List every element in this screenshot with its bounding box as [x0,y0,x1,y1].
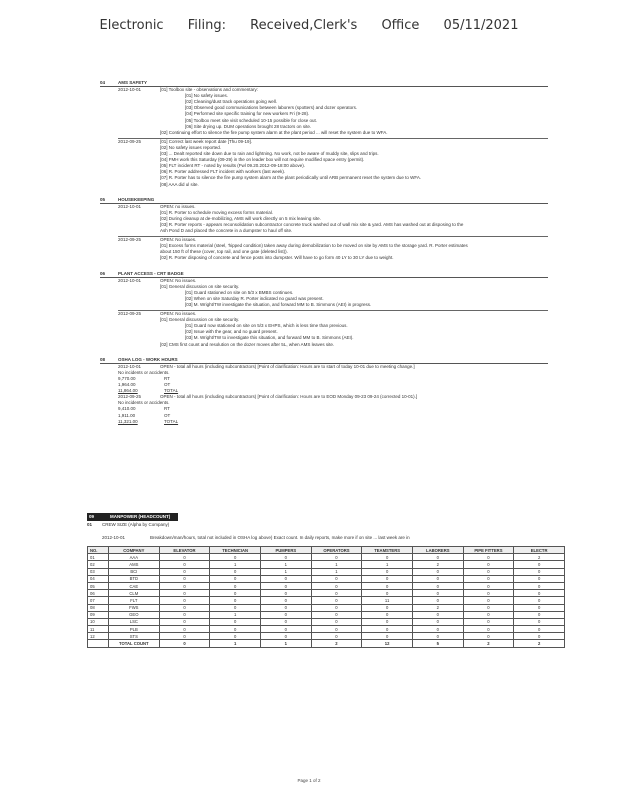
table-cell: 0 [210,568,261,575]
hours-label: OT [164,412,171,418]
table-cell: 0 [463,590,514,597]
total-cell: 2 [463,640,514,647]
table-cell: 0 [159,604,210,611]
table-cell: AAA [109,554,160,561]
manpower-subheader [87,522,567,527]
crew-size-table [87,546,565,648]
entry-line: [08] AAA did ul site. [160,181,199,187]
table-cell: 0 [260,618,311,625]
table-cell: 0 [260,554,311,561]
table-cell: 0 [514,568,565,575]
column-header: TEAMSTERS [362,547,413,554]
section-number: 09 [87,513,102,521]
table-cell: 0 [362,618,413,625]
total-cell: 12 [362,640,413,647]
entry-line: [05] FLT incident RT - noted by results (Fwl 09.20.2012-09-18:00 above). [160,163,305,169]
header-office: Office [381,18,420,33]
table-row [88,604,565,611]
entry-line: No incidents or accidents. [118,369,170,375]
table-cell: 08 [88,604,109,611]
table-cell: 0 [210,604,261,611]
hours-value: 11,321.00 [118,418,138,424]
section-number: 06 [100,270,106,276]
table-cell: 0 [260,633,311,640]
table-cell: 0 [159,618,210,625]
table-cell: STS [109,633,160,640]
header-electronic: Electronic [99,18,164,33]
section-title: PLANT ACCESS - CRT BADGE [118,270,184,276]
entry-row [100,87,548,93]
table-cell: 0 [463,561,514,568]
table-cell: 0 [514,590,565,597]
table-cell: 0 [514,611,565,618]
column-header: COMPANY [109,547,160,554]
entry-text: OPEN: no issues. [160,203,196,209]
section-header [100,80,548,87]
table-cell: AMS [109,561,160,568]
entry-text: OPEN - total all hours (including subcontractors) [Point of clarification: Hours are to start of today 10-01 due to meeting change.] [160,363,415,369]
hours-value: 11,864.00 [118,388,138,394]
table-cell: 1 [311,561,362,568]
table-cell: 0 [159,561,210,568]
total-cell: 2 [311,640,362,647]
table-cell: 0 [412,633,463,640]
section-title: OSHA LOG - WORK HOURS [118,356,178,362]
table-cell: 0 [159,597,210,604]
table-cell: 0 [311,597,362,604]
table-cell: 0 [159,626,210,633]
subsection-number: 01 [87,522,93,527]
table-cell: 0 [311,575,362,582]
table-cell: 0 [463,575,514,582]
table-cell: 0 [210,626,261,633]
section-header [100,197,548,204]
entry-date: 2012-10-01 [118,277,142,283]
entry-line: [04] FMH work this Saturday (09-29) in the on leader box will not require modified space entry (permit). [160,157,365,163]
entry-text: OPEN: No issues. [160,277,197,283]
table-cell: 0 [514,561,565,568]
entry-sub: [03] M. Wright/TW investigate the situation, and forward MM to B. Simmons (AEI) in progress. [185,302,372,307]
table-cell: 0 [159,554,210,561]
table-cell: 0 [463,626,514,633]
column-header: TECHNICIAN [210,547,261,554]
table-cell: 2 [514,554,565,561]
table-row [88,597,565,604]
table-cell: CLM [109,590,160,597]
entry-row [100,204,548,210]
table-cell: 0 [412,611,463,618]
table-cell: 12 [88,633,109,640]
entry-row [100,278,548,284]
table-row [88,618,565,625]
header-received: Received,Clerk's [250,18,358,33]
entry-line: about 150 ft of these (cover, top rail, and one gate (deleted list)). [160,249,288,255]
table-row [88,575,565,582]
entry-line: [03] R. Porter reports - appears reconsolidation subcontractor concrete truck washed out of wall mix site & yard. AMS has washed out at disposing to the [160,221,464,227]
hours-label: RT [164,375,170,381]
column-header: PUMPERS [260,547,311,554]
table-cell: 0 [159,633,210,640]
entry-line: [01] General discussion on site security. [160,283,240,289]
entry-line: [01] R. Porter to schedule moving excess forms material. [160,209,274,215]
hours-value: 1,911.00 [118,412,136,418]
total-cell: 0 [159,640,210,647]
section-header [100,271,548,278]
table-cell: 0 [412,575,463,582]
entry-line: [02] During cleanup at de-mobilizing, AMS will work directly on 5 mix leaving site. [160,215,321,221]
section-header [100,357,548,364]
table-cell: 0 [311,618,362,625]
entry-sub: [03] Observed good communications between laborers (spotters) and dozer operators. [185,105,358,111]
table-cell: BCI [109,568,160,575]
table-cell: 0 [159,590,210,597]
entry-line: [02] No safety issues reported. [160,144,222,150]
hours-value: 1,964.00 [118,382,136,388]
entry-sub: [01] Guard now stationed on site on 5/3 x EHPS, which is less time than previous. [185,323,348,329]
table-cell: 0 [412,568,463,575]
table-cell: 1 [311,568,362,575]
table-cell: LSC [109,618,160,625]
total-row [88,640,565,647]
entry-date: 2012-10-01 [118,87,142,93]
table-row [88,633,565,640]
table-cell: 0 [260,604,311,611]
entry-date: 2012-09-25 [118,237,142,243]
table-cell: 11 [362,597,413,604]
entry-date: 2012-09-25 [118,138,142,144]
table-cell: 0 [362,590,413,597]
entry-date: 2012-09-25 [118,311,142,317]
hours-label: TOTAL [164,418,179,424]
entry-sub: [02] Cleaning/dust track operations going well. [185,99,278,105]
table-cell: 0 [260,575,311,582]
table-cell: 0 [362,626,413,633]
table-cell: 0 [412,618,463,625]
table-cell: 0 [311,590,362,597]
total-cell: 5 [412,640,463,647]
meeting-minutes [100,80,548,425]
entry-line: [07] R. Porter has to silence the fire pump system alarm at the plant periodically until ARB permanent reset the system due to WFA. [160,175,422,181]
column-header: OPERATORS [311,547,362,554]
table-cell: 0 [311,611,362,618]
table-cell: 0 [362,575,413,582]
table-cell: 0 [514,604,565,611]
section-ams-safety [100,80,548,188]
hours-value: 9,410.00 [118,406,136,412]
entry-sub: [05] Toolbox meet site visit scheduled 10-15 possible for close out. [185,117,317,123]
table-cell: 1 [260,568,311,575]
table-cell: 0 [159,575,210,582]
entry-line: [03] ... Dealt reported site down due to rain and lightning. No work, not be aware of muddy site, slips and trips. [160,151,379,157]
entry-text: [01] Correct last week report date [Thu 09-19]. [160,138,253,144]
table-cell: 0 [514,626,565,633]
manpower-note: Breakdown/man/hours, total not included in OSHA log above) Exact count. In daily reports, make more if on site ... last week are in [150,535,410,540]
table-cell: 1 [260,561,311,568]
table-cell: 0 [463,618,514,625]
manpower-section [87,513,567,648]
entry-text: OPEN: No issues. [160,237,197,243]
table-cell: 0 [514,618,565,625]
table-cell: BTD [109,575,160,582]
table-cell: 0 [463,568,514,575]
entry-sub: [04] Performed site specific training for new workers Fri (9-28). [185,111,310,117]
table-cell: 0 [412,554,463,561]
table-cell: 03 [88,568,109,575]
table-cell: 0 [311,604,362,611]
table-cell: 0 [362,604,413,611]
table-cell: FLT [109,597,160,604]
table-cell: 0 [210,590,261,597]
section-number: 04 [100,80,106,85]
entry-sub: [02] Issue with the gear, and no guard present. [185,329,278,335]
subsection-title: CREW SIZE (Alpha by Company) [102,522,170,527]
table-cell: 0 [311,626,362,633]
filing-header [0,18,618,33]
column-header: PIPE FITTERS [463,547,514,554]
table-cell: 0 [362,633,413,640]
table-cell: 0 [210,597,261,604]
table-cell: 0 [260,597,311,604]
total-cell: 1 [210,640,261,647]
manpower-note-row [87,535,567,540]
entry-line: No incidents or accidents. [118,400,170,406]
section-osha-log [100,357,548,425]
table-cell: 1 [210,611,261,618]
table-cell: 0 [514,582,565,589]
column-header: ELEVATOR [159,547,210,554]
entry-sub: [01] Guard stationed on site on 5/3 x BMBS continues. [185,289,294,295]
table-cell: 0 [311,554,362,561]
table-cell: PLB [109,626,160,633]
table-cell: 0 [210,554,261,561]
entry-line: [02] CMS first count and resolution on the dozer moves after 5L, when AMS leaves site. [160,341,335,347]
table-cell: 01 [88,554,109,561]
entry-text: [01] Toolbox site - observations and commentary: [160,87,258,93]
total-cell: 2 [514,640,565,647]
table-cell: 0 [159,611,210,618]
table-row [88,568,565,575]
table-row [88,590,565,597]
table-cell: 0 [463,604,514,611]
hours-row [100,419,548,425]
table-cell: 0 [210,633,261,640]
table-cell: 0 [463,633,514,640]
entry-sub: [06] Site drying up. DUM operations brought 28 tractors on site. [185,123,312,129]
section-plant-access [100,271,548,348]
entry-date: 2012-09-25 [118,394,142,400]
table-cell: 1 [362,561,413,568]
column-header: ELECTR [514,547,565,554]
table-cell: 0 [412,597,463,604]
table-row [88,554,565,561]
table-cell: 0 [362,582,413,589]
manpower-date: 2012-10-01 [102,535,126,540]
table-cell: 0 [311,582,362,589]
entry-line: [01] Excess forms material (steel, 'hipped condition) taken away during demobilization to be moved on site by AMS to the storage yard. R. Porter estimates [160,243,468,249]
table-cell: 04 [88,575,109,582]
table-cell: 09 [88,611,109,618]
entry-line: Ash Pond D and placed the concrete in a dumpster to haul off site. [160,228,293,234]
table-row [88,611,565,618]
table-cell: GEO [109,611,160,618]
entry-sub: [03] M. Wright/TW to investigate this situation, and forward MM to B. Simmons (AEI). [185,335,354,341]
total-cell [88,640,109,647]
hours-label: TOTAL [164,388,179,394]
entry-line: [06] R. Porter addressed FLT incident with workers (last week). [160,169,286,175]
table-cell: 0 [463,554,514,561]
entry-sub: [02] When on site Saturday R. Porter indicated no guard was present. [185,295,324,301]
table-header-row [88,547,565,554]
table-cell: 0 [412,590,463,597]
table-cell: FWS [109,604,160,611]
table-cell: 0 [412,582,463,589]
total-cell: 1 [260,640,311,647]
table-cell: 0 [514,597,565,604]
table-row [88,626,565,633]
header-date: 05/11/2021 [443,18,519,33]
table-row [88,561,565,568]
table-cell: 0 [260,611,311,618]
header-filing: Filing: [187,18,226,33]
hours-value: 9,770.00 [118,375,136,381]
section-number: 05 [100,196,106,202]
table-cell: 0 [260,590,311,597]
entry-text: OPEN: No issues. [160,311,197,317]
entry-line: [02] Continuing effort to silence the fire pump system alarm at the plant period ... will reset the system due to WFA. [160,129,388,135]
table-cell: 0 [463,611,514,618]
hours-label: OT [164,382,171,388]
table-cell: 0 [159,568,210,575]
table-cell: 0 [362,611,413,618]
table-cell: 0 [463,597,514,604]
total-cell: TOTAL COUNT [109,640,160,647]
entry-text: OPEN - total all hours (including subcontractors) [Point of clarification: Hours are to EOD Monday 09-23 09-24 (corrected 10-01).] [160,394,418,400]
table-cell: 1 [210,561,261,568]
entry-line: [02] R. Porter disposing of concrete and fence posts into dumpster. Will have to go form 40 LY to 30 LY due to weight. [160,255,394,261]
entry-line: [01] General discussion on site security. [160,317,240,323]
table-cell: 2 [412,604,463,611]
table-cell: 0 [362,554,413,561]
entry-date: 2012-10-01 [118,203,142,209]
table-cell: 0 [210,575,261,582]
table-cell: 0 [463,582,514,589]
table-cell: 11 [88,626,109,633]
table-cell: 0 [514,633,565,640]
section-title: HOUSEKEEPING [118,196,155,202]
table-cell: 0 [362,568,413,575]
section-title: MANPOWER (HEADCOUNT) [102,513,178,521]
table-cell: 10 [88,618,109,625]
section-number: 08 [100,356,106,362]
table-row [88,582,565,589]
manpower-header [87,513,567,521]
entry-date: 2012-10-01 [118,363,142,369]
column-header: LABORERS [412,547,463,554]
table-cell: 2 [412,561,463,568]
table-cell: 0 [260,582,311,589]
page-number: Page 1 of 2 [297,778,321,783]
entry-sub: [01] No safety issues. [185,93,229,99]
table-cell: 0 [260,626,311,633]
entry-row [100,364,548,370]
table-cell: 0 [210,582,261,589]
table-cell: 0 [210,618,261,625]
table-cell: 06 [88,590,109,597]
table-cell: 07 [88,597,109,604]
hours-label: RT [164,406,170,412]
table-body [88,554,565,647]
section-housekeeping [100,197,548,262]
table-cell: 0 [311,633,362,640]
table-cell: 0 [412,626,463,633]
section-title: AMS SAFETY [118,80,148,85]
table-cell: 05 [88,582,109,589]
table-cell: CAE [109,582,160,589]
table-cell: 0 [159,582,210,589]
table-cell: 02 [88,561,109,568]
column-header: NO. [88,547,109,554]
table-cell: 0 [514,575,565,582]
